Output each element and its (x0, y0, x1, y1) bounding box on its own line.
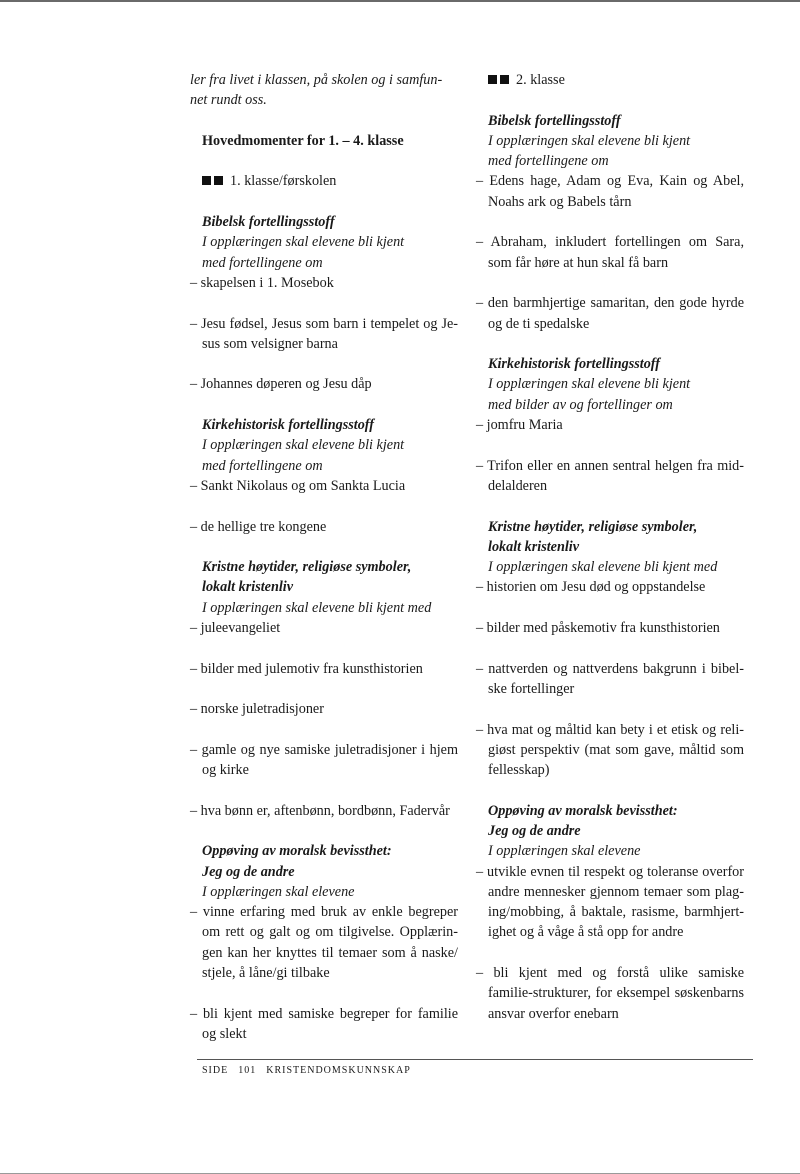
grade1-heading (202, 171, 458, 191)
list-item: – Johannes døperen og Jesu dåp (190, 376, 372, 393)
list-item: – bilder med julemotiv fra kunsthistorien (190, 660, 423, 677)
main-heading: Hovedmomenter for 1. – 4. klasse (202, 132, 404, 149)
grade1-heading-text: 1. klasse/førskolen (230, 173, 337, 190)
section-title: Jeg og de andre (202, 863, 295, 880)
section-moralsk (190, 841, 458, 902)
section-bibelsk (476, 111, 744, 172)
section-title: Oppøving av moralsk bevissthet: (488, 802, 678, 819)
section-subtitle: I opplæringen skal elevene bli kjent (488, 132, 691, 149)
footer-label: SIDE (202, 1065, 229, 1076)
list-item: – Abraham, inkludert fortellingen om Sara, som får høre at hun skal få barn (476, 234, 744, 271)
list-item: – historien om Jesu død og oppstandelse (476, 579, 706, 596)
section-title: lokalt kristenliv (202, 579, 294, 596)
section-subtitle: I opplæringen skal elevene bli kjent (202, 437, 405, 454)
list-item: – de hellige tre kongene (190, 518, 327, 535)
list-item: – hva bønn er, aftenbønn, bordbønn, Fadervår (190, 802, 450, 819)
list-item: – gamle og nye samiske juletradisjoner i hjem og kirke (190, 741, 458, 779)
section-subtitle: I opplæringen skal elevene (488, 843, 641, 860)
section-title: Kirkehistorisk fortellingsstoff (202, 417, 374, 434)
section-subtitle: med fortellingene om (202, 457, 323, 474)
list-item: – Trifon eller en annen sentral helgen fra mid-delalderen (476, 457, 744, 494)
top-border-line (0, 0, 800, 2)
list-item: – Sankt Nikolaus og om Sankta Lucia (190, 477, 406, 494)
grade2-heading (488, 70, 744, 90)
section-title: lokalt kristenliv (488, 538, 580, 555)
section-title: Kirkehistorisk fortellingsstoff (488, 356, 660, 373)
right-column (476, 70, 744, 1024)
list-item: – juleevangeliet (190, 620, 281, 637)
section-bibelsk (190, 212, 458, 273)
list-item: – bilder med påskemotiv fra kunsthistorien (476, 620, 720, 637)
section-subtitle: med fortellingene om (202, 254, 323, 271)
section-title: Bibelsk fortellingsstoff (488, 112, 621, 129)
section-subtitle: I opplæringen skal elevene bli kjent med (488, 559, 718, 576)
section-moralsk (476, 801, 744, 862)
footer-divider (197, 1059, 753, 1060)
section-title: Bibelsk fortellingsstoff (202, 214, 335, 231)
footer-title: KRISTENDOMSKUNNSKAP (266, 1065, 411, 1076)
list-item: – norske juletradisjoner (190, 701, 324, 718)
list-item: – skapelsen i 1. Mosebok (190, 274, 334, 291)
section-kirkehistorisk (190, 415, 458, 476)
list-item: – den barmhjertige samaritan, den gode hyrde og de ti spedalske (476, 295, 744, 332)
section-subtitle: I opplæringen skal elevene bli kjent med (202, 599, 432, 616)
list-item: – bli kjent med samiske begreper for familie og slekt (190, 1005, 458, 1042)
section-hoytider (190, 557, 458, 618)
section-title: Kristne høytider, religiøse symboler, (488, 518, 698, 535)
section-title: Kristne høytider, religiøse symboler, (202, 559, 412, 576)
section-subtitle: med bilder av og fortellinger om (488, 396, 673, 413)
square-bullets-icon (202, 171, 226, 191)
list-item: – hva mat og måltid kan bety i et etisk og reli-giøst perspektiv (mat som gave, måltid som fellesskap) (476, 721, 744, 779)
grade2-heading-text: 2. klasse (516, 72, 565, 88)
section-subtitle: I opplæringen skal elevene bli kjent (202, 234, 405, 251)
section-subtitle: med fortellingene om (488, 153, 609, 170)
section-subtitle: I opplæringen skal elevene (202, 883, 355, 900)
section-kirkehistorisk (476, 354, 744, 415)
left-column (190, 70, 458, 1044)
section-title: Jeg og de andre (488, 822, 581, 839)
section-title: Oppøving av moralsk bevissthet: (202, 843, 392, 860)
square-bullets-icon (488, 70, 512, 90)
intro-line: net rundt oss. (190, 92, 267, 109)
list-item: – utvikle evnen til respekt og toleranse overfor andre mennesker gjennom temaer som plag-ing/mobbing, å baktale, rasisme, barmhjert-ighet og å våge å stå opp for andre (476, 863, 744, 941)
list-item: – Edens hage, Adam og Eva, Kain og Abel, Noahs ark og Babels tårn (476, 173, 744, 210)
page-footer (202, 1065, 421, 1076)
intro-line: ler fra livet i klassen, på skolen og i samfun- (190, 72, 443, 88)
section-subtitle: I opplæringen skal elevene bli kjent (488, 376, 691, 393)
list-item: – vinne erfaring med bruk av enkle begreper om rett og galt og om tilgivelse. Opplærin-gen kan her knyttes til temaer som å naske/ stjele, å låne/gi tilbake (190, 904, 458, 982)
section-hoytider (476, 517, 744, 578)
page-number: 101 (238, 1065, 257, 1076)
list-item: – Jesu fødsel, Jesus som barn i tempelet og Je-sus som velsigner barna (190, 315, 458, 352)
list-item: – jomfru Maria (476, 417, 563, 434)
list-item: – nattverden og nattverdens bakgrunn i bibel-ske fortellinger (476, 660, 744, 697)
intro-text (190, 70, 458, 111)
list-item: – bli kjent med og forstå ulike samiske familie-strukturer, for eksempel søskenbarns ansvar overfor enebarn (476, 965, 744, 1022)
